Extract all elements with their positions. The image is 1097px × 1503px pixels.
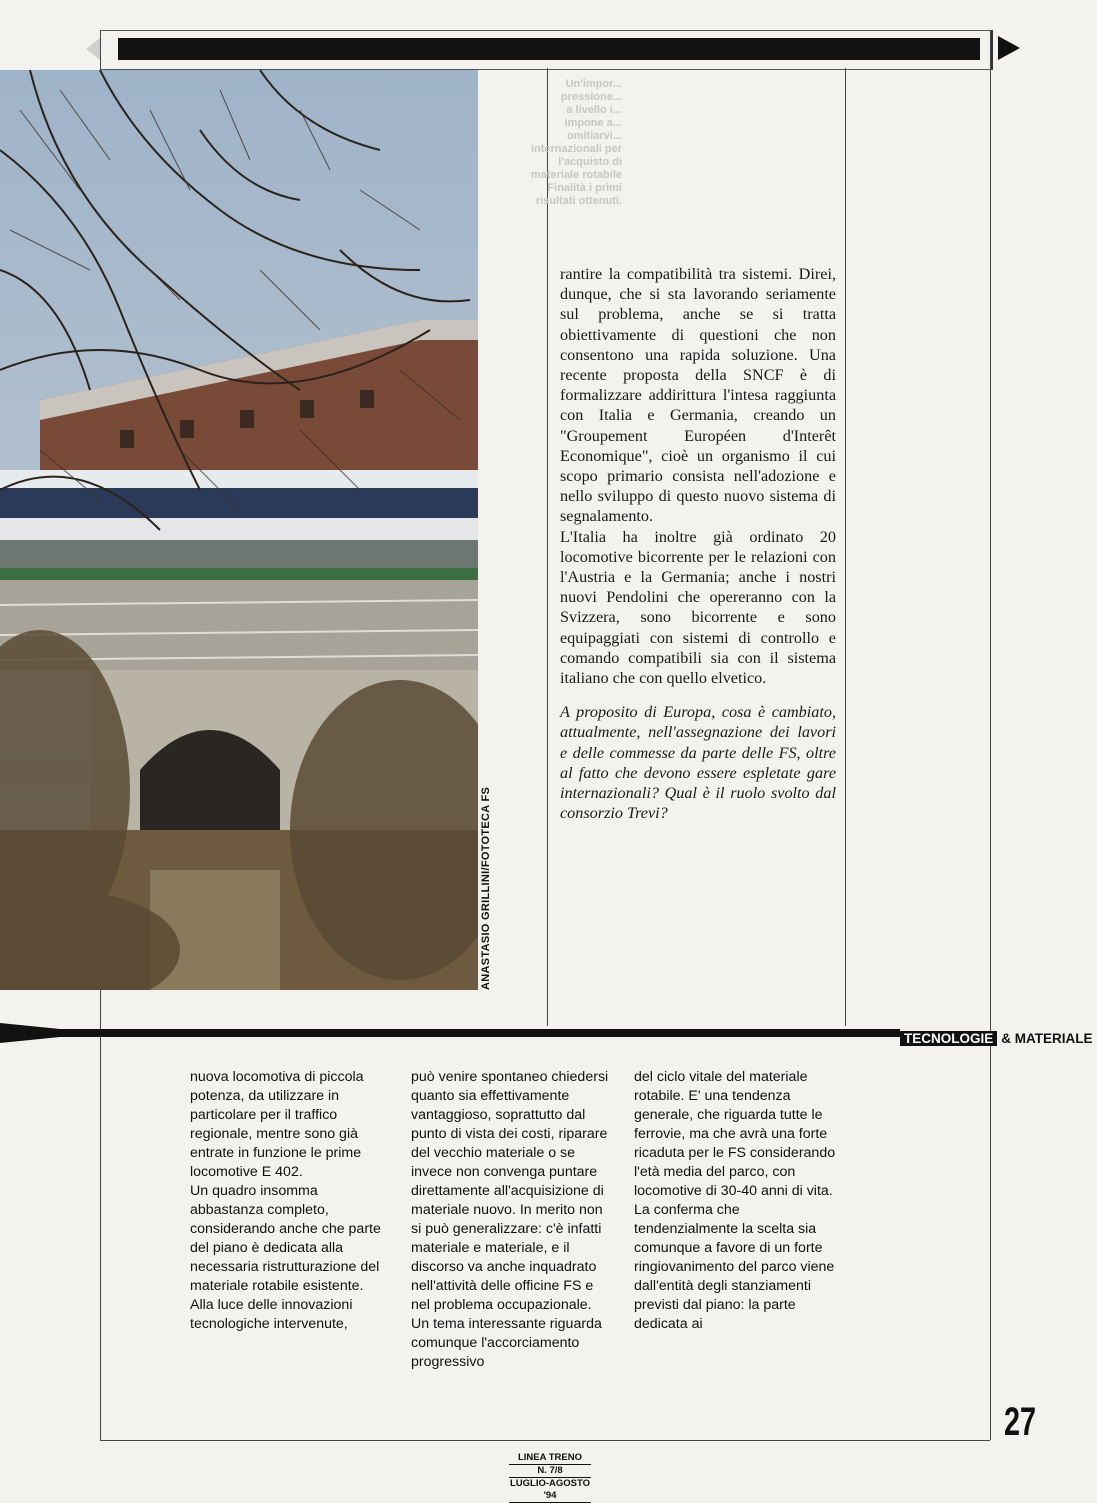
body-paragraph: può venire spontaneo chiedersi quanto sia effettivamente vantaggioso, soprattutto dal punto di vista dei costi, riparare del vecchio materiale o se invece non convenga puntare direttamente all'acquisizione di materiale nuovo. In merito non si può generalizzare: c'è infatti materiale e materiale, e il discorso va anche inquadrato nell'attività delle officine FS e nel problema occupazionale. [411,1069,609,1313]
body-paragraph: nuova locomotiva di piccola potenza, da utilizzare in particolare per il traffico regionale, mentre sono già entrate in funzione le prime locomotive E 402. [190,1069,364,1180]
photo-credit: ANASTASIO GRILLINI/FOTOTECA FS [480,786,492,990]
ghost-line: Finalità i primi [547,182,622,194]
footer-issue: N. 7/8 [509,1465,591,1478]
arrow-left-icon [86,38,100,60]
article-lower-column-1 [190,1068,390,1334]
ghost-line: risultati ottenuti. [535,195,622,207]
ghost-line: pressione... [560,91,622,103]
ghost-line: Un'impor... [565,78,622,90]
column-rule [845,68,846,1026]
ghost-line: impone a... [564,117,622,129]
ghost-line: materiale rotabile [530,169,622,181]
ghost-line: internazionali per [530,143,622,155]
interview-question: A proposito di Europa, cosa è cambiato, attualmente, nell'assegnazione dei lavori e delle commesse da parte delle FS, oltre al fatto che devono essere espletate gare internazionali? Qual è il ruolo svolto dal consorzio Trevi? [560,703,836,823]
body-paragraph: rantire la compatibilità tra sistemi. Direi, dunque, che si sta lavorando seriamente sul problema, anche se si tratta obiettivamente di questioni che non consentono una rapida soluzione. Una recente proposta della SNCF è di formalizzare addirittura l'intesa raggiunta con Italia e Germania, creando un "Groupement Européen d'Interêt Economique", cioè un organismo il cui scopo primario consista nell'adozione e nello sviluppo di questo nuovo sistema di segnalamento. [560,265,836,526]
footer-date: LUGLIO-AGOSTO '94 [509,1478,591,1501]
ghost-line: a livello i... [566,104,622,116]
body-paragraph: del ciclo vitale del materiale rotabile. E' una tendenza generale, che riguarda tutte le ferrovie, ma che avrà una forte ricaduta per le FS considerando l'età media del parco, con locomotive di 30-40 anni di vita. La conferma che tendenzialmente la scelta sia comunque a favore di un forte ringiovanimento del parco viene dall'entità degli stanziamenti previsti dal piano: la parte dedicata ai [634,1069,836,1332]
railway-bridge-photo [0,70,478,990]
header-bar [118,38,980,60]
section-label-primary: TECNOLOGIE [900,1031,997,1046]
section-label-secondary: & MATERIALE [1001,1031,1093,1046]
body-paragraph: Un quadro insomma abbastanza completo, considerando anche che parte del piano è dedicata alla necessaria ristrutturazione del materiale rotabile esistente. Alla luce delle innovazioni tecnologiche intervenute, [190,1183,381,1332]
column-rule [547,68,548,1026]
footer-masthead [509,1452,591,1503]
ghost-line: omitiarvi... [566,130,622,142]
ghost-caption [512,78,622,208]
ghost-line: l'acquisto di [558,156,622,168]
page-number: 27 [1004,1400,1037,1444]
column-rule-right [990,30,991,1440]
bottom-rule [100,1440,990,1441]
body-paragraph: Un tema interessante riguarda comunque l'accorciamento progressivo [411,1316,602,1370]
article-lower-column-2 [411,1068,613,1372]
arrow-right-icon [998,36,1020,60]
article-lower-column-3 [634,1068,840,1334]
article-upper-column [560,264,836,823]
body-paragraph: L'Italia ha inoltre già ordinato 20 locomotive bicorrente per le relazioni con l'Austria e la Germania; anche i nostri nuovi Pendolini che opereranno con la Svizzera, sono bicorrente e sono equipaggiati con sistemi di controllo e comando compatibili sia con il sistema italiano che con quello elvetico. [560,527,836,688]
section-label [900,1030,1093,1048]
footer-magazine: LINEA TRENO [509,1452,591,1465]
